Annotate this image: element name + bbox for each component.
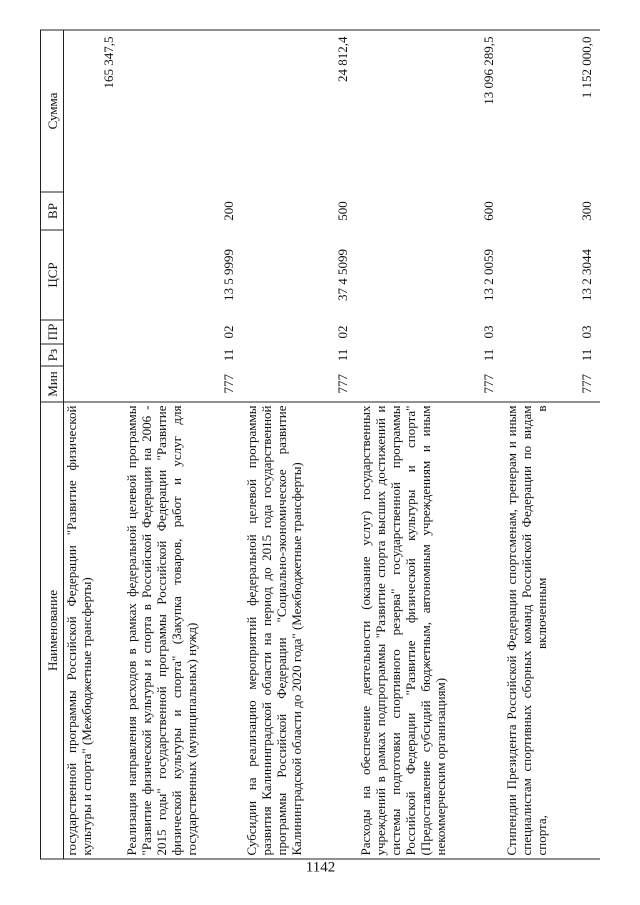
row-sum [122,30,242,192]
row-pr: 02 [334,325,350,338]
row-csr [64,230,122,320]
header-pr: ПР [41,320,64,344]
row-min [64,366,122,402]
row-min: 777 [579,373,594,393]
header-rz: Рз [41,344,64,366]
header-vr: ВР [41,192,64,230]
row-name: Расходы на обеспечение деятельности (оказание услуг) государственных учреждений в рамках подпрограммы "Развитие спорта высших достижений и системы подготовки спортивного резерва" государственной программы Российской Федерации "Развитие физической культуры и спорта" (Предоставление субсидий бюджетным, автономным учреждениям и иным некоммерческим организациям) [356,402,502,859]
row-csr: 13 5 9999 [220,248,236,301]
page-number [40,859,600,875]
row-sum: 24 812,4 [242,30,356,192]
row-csr: 13 2 0059 [480,248,496,301]
row-sum: 1 152 000,0 [502,30,601,192]
row-vr [64,192,122,230]
row-rz: 11 [334,348,350,361]
header-min: Мин [41,366,64,402]
row-pr: 02 [220,325,236,338]
row-rz: 11 [220,348,236,361]
row-sum: 165 347,5 [64,30,122,192]
row-vr: 300 [579,200,594,221]
header-csr: ЦСР [41,230,64,320]
table-row [502,30,601,859]
row-pr: 03 [579,325,594,338]
row-pr [64,320,122,344]
row-vr: 200 [220,200,236,221]
table-row [356,30,502,859]
table-row [122,30,242,859]
page-number-text: 1142 [305,858,335,875]
row-rz [64,344,122,366]
row-csr: 13 2 3044 [579,248,594,301]
row-min: 777 [220,373,236,393]
row-vr: 500 [334,200,350,221]
table-row [242,30,356,859]
header-sum: Сумма [41,30,64,192]
rotated-page [40,30,600,875]
row-name: государственной программы Российской Федерации "Развитие физической культуры и спорта" (Межбюджетные трансферты) [64,402,122,859]
row-min: 777 [480,373,496,393]
row-name: Реализация направления расходов в рамках федеральной целевой программы "Развитие физической культуры и спорта в Российской Федерации на 2006 - 2015 годы" государственной программы Российской Федерации "Развитие физической культуры и спорта" (Закупка товаров, работ и услуг для государственных (муниципальных) нужд) [122,402,242,859]
budget-table [40,29,600,859]
row-name: Стипендии Президента Российской Федерации спортсменам, тренерам и иным специалистам спортивных сборных команд Российской Федерации по видам спорта, включенным в [502,402,601,859]
row-rz: 11 [579,348,594,361]
row-name: Субсидии на реализацию мероприятий федеральной целевой программы развития Калининградской области на период до 2015 года государственной программы Российской Федерации "Социально-экономическое развитие Калининградской области до 2020 года" (Межбюджетные трансферты) [242,402,356,859]
table-header-row [41,30,64,859]
row-sum: 13 096 289,5 [356,30,502,192]
table-row [64,30,122,859]
row-csr: 37 4 5099 [334,248,350,301]
row-rz: 11 [480,348,496,361]
row-vr: 600 [480,200,496,221]
row-pr: 03 [480,325,496,338]
header-name: Наименование [41,402,64,859]
row-min: 777 [334,373,350,393]
